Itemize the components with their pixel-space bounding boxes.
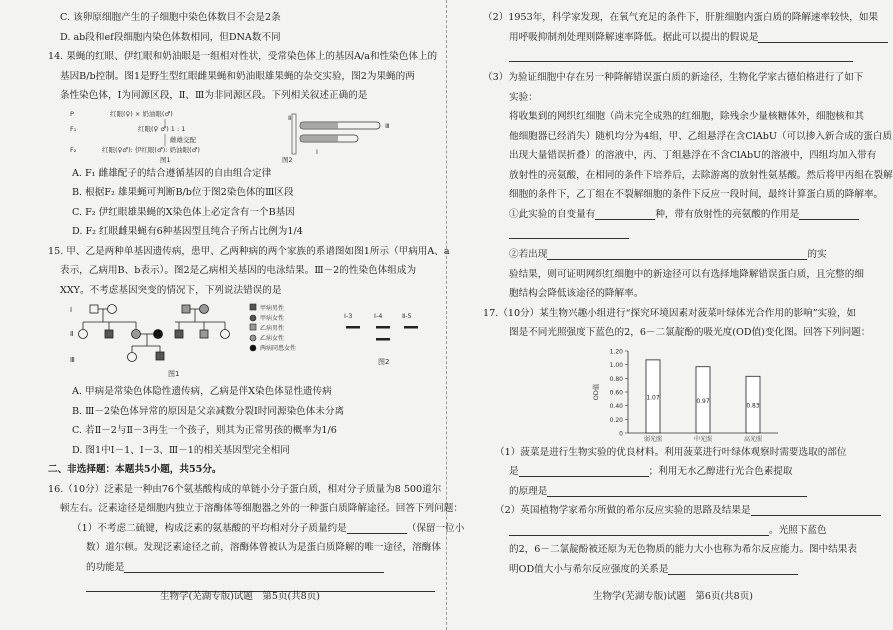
y-axis-label: OD值 <box>592 383 600 400</box>
fig15-caption-1: 图1 <box>168 370 180 378</box>
q14-line: 14. 果蝇的红眼、伊红眼和奶油眼是一组相对性状，受常染色体上的基因A/a和性染色体上的 <box>48 51 438 62</box>
answer-blank[interactable] <box>668 562 798 575</box>
pedigree-tree <box>79 305 230 362</box>
fig14-f2: F₂ <box>70 145 77 154</box>
q16-3-line: （3）为验证细胞中存在另一种降解错误蛋白质的新途径，生物化学家古德伯格进行了如下 <box>483 72 864 83</box>
q16-3-line: 实验： <box>509 91 538 103</box>
data-label: 0.83 <box>746 402 760 410</box>
q17-1-text: 是 <box>509 466 519 477</box>
segment-3-label: Ⅲ <box>385 121 390 130</box>
q17-1-text: 的原理是 <box>509 485 548 497</box>
pedigree-individual <box>105 330 113 338</box>
q17-2-text: （2）英国植物学家希尔所做的希尔反应实验的思路及结果是 <box>495 505 751 516</box>
pedigree-individual <box>182 305 190 313</box>
q16-3-text: ①此实验的自变量有 <box>509 208 596 220</box>
q16-3-line: 细胞的条件下，乙丁组在不裂解细胞的条件下反应一段时间，最终计算蛋白质的降解率。 <box>509 189 884 200</box>
x-tick-label: 高光照 <box>743 435 763 443</box>
y-tick-label: 0.40 <box>609 402 623 410</box>
pedigree-individual <box>154 330 163 339</box>
fig14-caption-1: 图1 <box>160 155 171 164</box>
q14-option-c: C. F₂ 伊红眼雄果蝇的X染色体上必定含有一个B基因 <box>72 206 295 218</box>
fig14-f2-text: 红眼(♀♂): 伊红眼(♂): 奶油眼(♂) <box>102 145 200 154</box>
gen-1-label: Ⅰ <box>70 306 73 314</box>
answer-blank[interactable] <box>124 560 384 573</box>
lane-label: Ⅱ-5 <box>402 312 412 320</box>
answer-blank[interactable] <box>547 247 807 260</box>
q16-2-line <box>483 28 853 48</box>
od-chart-svg <box>483 343 853 443</box>
q14-line: 条性染色体，Ⅰ为同源区段，Ⅱ、Ⅲ为非同源区段。下列相关叙述正确的是 <box>60 90 368 101</box>
electrophoresis-diagram <box>344 312 418 366</box>
answer-blank[interactable] <box>547 484 807 497</box>
q15-line: XXY。不考虑基因突变的情况下，下列说法错误的是 <box>60 284 282 296</box>
pedigree-individual <box>79 330 88 339</box>
y-tick-label: 1.20 <box>609 348 623 355</box>
answer-blank[interactable] <box>751 503 881 516</box>
lane-label: Ⅰ-4 <box>374 312 383 320</box>
q16-3-text: 种，带有放射性的亮氨酸的作用是 <box>655 208 800 220</box>
q17-1-line: （1）菠菜是进行生物实验的优良材料。利用菠菜进行叶绿体观察时需要选取的部位 <box>495 446 847 458</box>
q15-figures <box>60 300 435 382</box>
fig14-f1-text: 红眼(♀ ♂) 1 : 1 <box>138 124 186 133</box>
q16-1-line: 数）道尔顿。发现泛素途径之前，溶酶体曾被认为是蛋白质降解的唯一途径，溶酶体 <box>86 542 441 553</box>
data-label: 0.97 <box>696 397 710 405</box>
fig14-caption-2: 图2 <box>282 155 293 164</box>
q16-3-ii-line: 验结果，则可证明网织红细胞中的新途径可以有选择地降解错误蛋白质，且完整的细 <box>509 268 864 280</box>
q15-option-b: B. Ⅲ－2染色体异常的原因是父亲减数分裂Ⅰ时同源染色体未分离 <box>72 405 345 417</box>
legend-item: 甲病女性 <box>260 315 285 322</box>
pedigree-individual <box>200 330 208 338</box>
q16-3-text: ②若出现 <box>509 249 548 260</box>
right-page <box>483 8 893 612</box>
segment-2-label: Ⅱ <box>288 113 292 122</box>
section-2-heading: 二、非选择题：本题共5小题，共55分。 <box>48 464 222 475</box>
q14-figures <box>60 106 435 164</box>
q16-line: 16.（10分）泛素是一种由76个氨基酸构成的单链小分子蛋白质，相对分子质量为8 500道尔 <box>48 483 442 495</box>
gen-2-label: Ⅱ <box>70 330 74 338</box>
q17-2-line <box>483 501 853 521</box>
od-chart <box>483 343 853 443</box>
legend-item: 甲病男性 <box>260 305 285 312</box>
q16-1-line <box>60 519 465 539</box>
q16-1-text: （1）不考虑二硫键，构成泛素的氨基酸的平均相对分子质量约是 <box>72 522 347 534</box>
pedigree-individual <box>132 330 141 339</box>
q17-2-line: 的2，6－二氯靛酚被还原为无色物质的能力大小也称为希尔反应能力。图中结果表 <box>509 544 857 555</box>
lane-label: Ⅰ-3 <box>344 312 353 320</box>
q16-3-line: 出现大量错误折叠）的溶液中，丙、丁组悬浮在不含ClAbU的溶液中，四组均加入带有 <box>509 150 877 161</box>
pedigree-individual <box>175 330 183 338</box>
q16-3-line: 放射性的亮氨酸，在相同的条件下培养后，去除游离的放射性氨基酸。然后将甲丙组在裂解 <box>509 169 893 181</box>
segment-1-label: Ⅰ <box>316 147 318 156</box>
q16-1-text: 的功能是 <box>86 561 125 573</box>
pedigree-individual <box>200 305 209 314</box>
q16-line: 顿左右。泛素途径是细胞内独立于溶酶体等细胞器之外的一种蛋白质降解途径。回答下列问题： <box>60 503 463 514</box>
y-tick-label: 1.00 <box>609 361 623 369</box>
fig14-f1: F₁ <box>70 124 77 133</box>
q14-option-b: B. 根据F₂ 雄果蝇可判断B/b位于图2染色体的Ⅲ区段 <box>72 187 294 198</box>
q16-3-text: 的实 <box>807 249 827 260</box>
q17-2-text: 。光照下蓝色 <box>769 524 827 536</box>
q14-figure-svg <box>60 106 435 164</box>
q14-option-d: D. F₂ 红眼雌果蝇有6种基因型且纯合子所占比例为1/4 <box>72 226 303 237</box>
pedigree-legend <box>168 304 296 378</box>
q16-2-text: 用呼吸抑制剂处理则降解速率降低。据此可以提出的假说是 <box>509 31 759 43</box>
q17-1-text: ；利用无水乙醇进行光合色素提取 <box>648 466 793 477</box>
answer-blank[interactable] <box>595 207 655 220</box>
answer-line[interactable] <box>509 49 853 62</box>
y-tick-label: 0 <box>619 430 623 437</box>
pedigree-individual <box>221 330 230 339</box>
pedigree-individual <box>108 305 117 314</box>
option-d: D. ab段和ef段细胞内染色体数相同，但DNA数不同 <box>60 31 281 43</box>
q16-3-line: 将收集到的网织红细胞（尚未完全成熟的红细胞，除残余少量核糖体外，细胞核和其 <box>509 111 864 122</box>
legend-item: 乙病女性 <box>260 335 285 342</box>
left-page <box>48 8 465 612</box>
q14-option-a: A. F₁ 雌雄配子的结合遵循基因的自由组合定律 <box>72 167 272 179</box>
q16-1-line <box>60 558 435 578</box>
left-footer: 生物学(芜湖专版)试题 第5页(共8页) <box>160 590 320 602</box>
q17-1-line <box>483 462 853 482</box>
q15-option-a: A. 甲病是常染色体隐性遗传病，乙病是伴X染色体显性遗传病 <box>72 386 332 397</box>
fig14-f1-cross: 雌雄交配 <box>170 135 196 144</box>
option-c: C. 该卵原细胞产生的子细胞中染色体数目不会是2条 <box>60 12 281 23</box>
answer-blank[interactable] <box>758 30 888 43</box>
q15-line: 15. 甲、乙是两种单基因遗传病，患甲、乙两种病的两个家族的系谱图如图1所示（甲病用A、a <box>48 245 450 257</box>
legend-item: 乙病男性 <box>260 325 285 332</box>
x-tick-label: 中光照 <box>693 435 713 443</box>
answer-line[interactable] <box>509 226 629 239</box>
fig14-p: P <box>70 109 74 118</box>
q15-option-d: D. 图1中Ⅰ－1、Ⅰ－3、Ⅲ－1的相关基因型完全相同 <box>72 444 290 456</box>
answer-blank[interactable] <box>519 464 649 477</box>
q15-option-c: C. 若Ⅱ－2与Ⅱ－3再生一个孩子，则其为正常男孩的概率为1/6 <box>72 425 337 436</box>
answer-blank[interactable] <box>799 207 859 220</box>
right-footer: 生物学(芜湖专版)试题 第6页(共8页) <box>593 590 753 602</box>
q16-3-ii-line <box>483 245 853 265</box>
pedigree-individual <box>90 305 98 313</box>
fig15-caption-2: 图2 <box>378 358 390 366</box>
q16-3-line: 他细胞器已经消失）随机均分为4组，甲、乙组悬浮在含ClAbU（可以掺入新合成的蛋白质 <box>509 130 893 142</box>
data-label: 1.07 <box>646 393 660 401</box>
y-tick-label: 0.60 <box>609 389 623 396</box>
fig14-p-text: 红眼(♀) × 奶油眼(♂) <box>110 109 173 118</box>
q17-2-text: 明OD值大小与希尔反应强度的关系是 <box>509 563 669 575</box>
x-tick-label: 弱光照 <box>643 435 663 443</box>
q15-line: 表示，乙病用B、b表示）。图2是乙病相关基因的电泳结果。Ⅲ－2的性染色体组成为 <box>60 265 417 276</box>
q17-line: 图是不同光照强度下蓝色的2，6－二氯靛酚的吸光度(OD值)变化图。回答下列问题： <box>509 327 871 338</box>
pedigree-svg <box>60 300 435 382</box>
sex-chromosome-diagram <box>288 114 389 156</box>
q17-1-line <box>483 482 853 502</box>
q16-2-line: （2）1953年，科学家发现，在氧气充足的条件下，肝脏细胞内蛋白质的降解速率较快，如果 <box>483 12 879 23</box>
y-tick-label: 0.20 <box>609 416 623 424</box>
q17-line: 17.（10分）某生物兴趣小组进行“探究环境因素对菠菜叶绿体光合作用的影响”实验，如 <box>483 307 857 319</box>
y-tick-label: 0.80 <box>609 375 623 383</box>
q17-2-line <box>483 521 853 541</box>
legend-item: 两病同患女性 <box>260 345 297 352</box>
answer-blank[interactable] <box>509 523 769 536</box>
q16-3-ii-line: 胞结构会降低该途径的降解率。 <box>509 288 644 299</box>
pedigree-individual <box>128 353 137 362</box>
pedigree-individual <box>156 352 164 360</box>
q17-2-line <box>483 560 853 580</box>
gen-3-label: Ⅲ <box>70 356 75 364</box>
answer-blank[interactable] <box>347 521 407 534</box>
q16-1-text: （保留一位小 <box>406 522 465 534</box>
q14-line: 基因B/b控制。图1是野生型红眼雌果蝇和奶油眼雄果蝇的杂交实验，图2为果蝇的两 <box>60 70 415 82</box>
q16-3-i-line <box>483 205 853 225</box>
